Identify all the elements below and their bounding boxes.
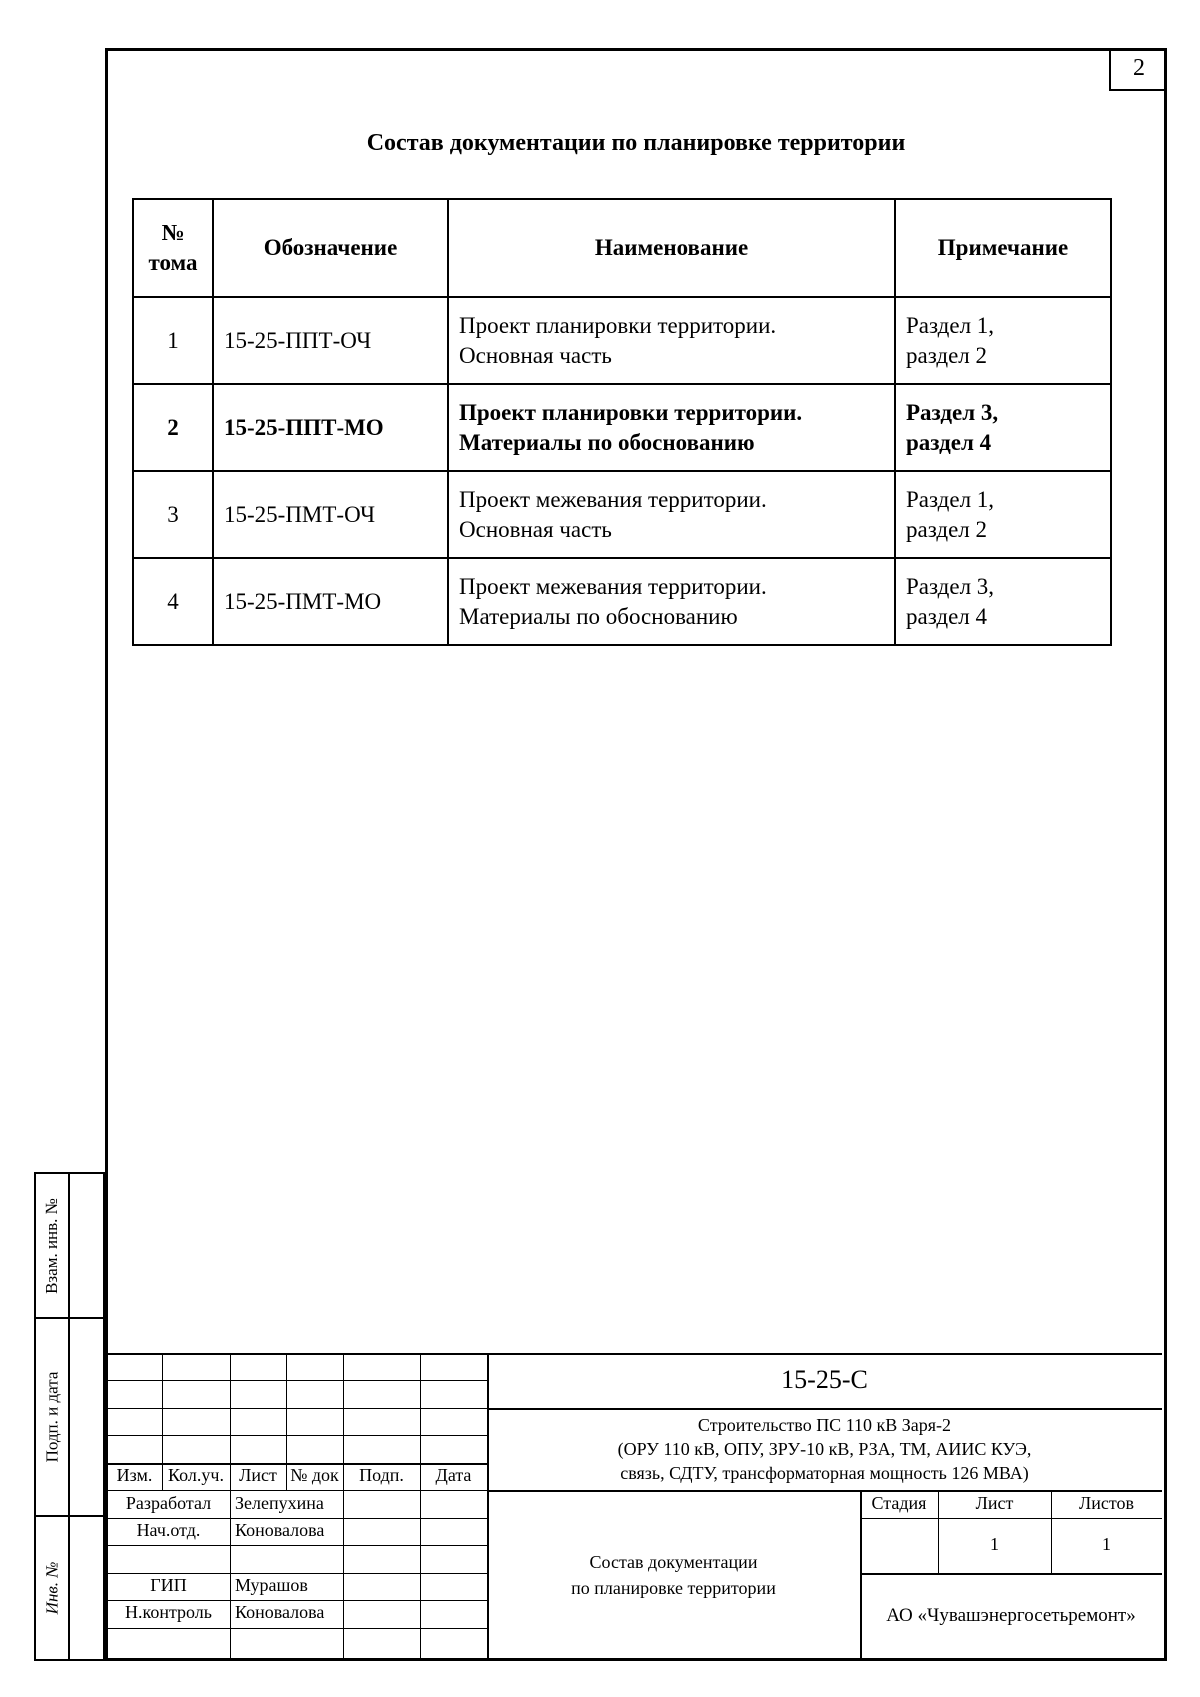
col-ndok: № док [290,1465,339,1485]
volume-number: 1 [133,297,213,384]
name-developer: Зелепухина [235,1493,324,1513]
role-norm-control: Н.контроль [124,1602,212,1622]
designation: 15-25-ППТ-ОЧ [213,297,448,384]
name-chief-engineer: Мурашов [235,1575,308,1595]
sheets-value: 1 [1102,1534,1111,1554]
document-code: 15-25-С [781,1365,868,1394]
header-designation: Обозначение [213,199,448,297]
sheet-label: Лист [975,1493,1014,1513]
col-kol: Кол.уч. [168,1465,224,1485]
sheet-value: 1 [990,1534,999,1554]
col-data: Дата [435,1465,472,1485]
document-name: Проект межевания территории. Основная часть [448,471,895,558]
volume-number: 4 [133,558,213,645]
document-name: Проект планировки территории. Основная часть [448,297,895,384]
role-head: Нач.отд. [136,1520,201,1540]
header-name: Наименование [448,199,895,297]
document-name: Проект межевания территории. Материалы по обоснованию [448,558,895,645]
side-strip-vzam [34,1172,105,1319]
note: Раздел 3, раздел 4 [895,384,1111,471]
project-description: Строительство ПС 110 кВ Заря-2 (ОРУ 110 кВ, ОПУ, ЗРУ-10 кВ, РЗА, ТМ, АИИС КУЭ, связь, СДТУ, трансформаторная мощность 126 МВА) [617,1415,1032,1483]
col-podp: Подп. [359,1465,404,1485]
designation: 15-25-ПМТ-ОЧ [213,471,448,558]
designation: 15-25-ППТ-МО [213,384,448,471]
organization-name: АО «Чувашэнергосетьремонт» [886,1605,1136,1626]
side-strip-inv [34,1515,105,1661]
table-row [133,384,1111,471]
role-chief-engineer: ГИП [150,1575,187,1595]
name-norm-control: Коновалова [235,1602,325,1622]
document-name: Проект планировки территории. Материалы по обоснованию [448,384,895,471]
documents-table [132,198,1112,646]
note: Раздел 1, раздел 2 [895,471,1111,558]
side-strip-podp [34,1317,105,1517]
side-label-podp: Подп. и дата [42,1371,62,1463]
page-title: Состав документации по планировке территории [366,130,906,156]
note: Раздел 1, раздел 2 [895,297,1111,384]
col-list: Лист [239,1465,277,1485]
name-head: Коновалова [235,1520,325,1540]
stage-label: Стадия [871,1493,927,1513]
sheets-label: Листов [1079,1493,1134,1513]
title-block [107,1353,1162,1659]
table-row [133,558,1111,645]
header-note: Примечание [895,199,1111,297]
header-volume-number: № тома [133,199,213,297]
volume-number: 2 [133,384,213,471]
sheet-number: 2 [1109,48,1167,91]
document-title: Состав документации по планировке территории [571,1552,776,1598]
table-header-row [133,199,1111,297]
note: Раздел 3, раздел 4 [895,558,1111,645]
table-row [133,471,1111,558]
volume-number: 3 [133,471,213,558]
col-izm: Изм. [116,1465,153,1485]
designation: 15-25-ПМТ-МО [213,558,448,645]
side-label-vzam: Взам. инв. № [42,1197,61,1294]
side-label-inv: Инв. № [42,1561,61,1615]
table-row [133,297,1111,384]
role-developer: Разработал [125,1493,212,1513]
